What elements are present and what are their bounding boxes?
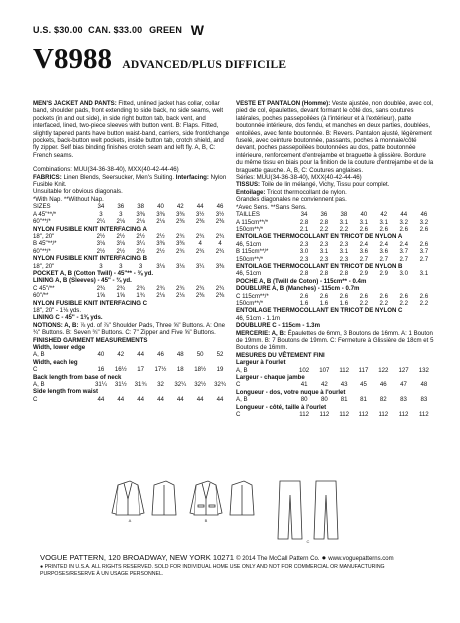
table-row: 18", 20" 3 3 3 3⅛ 3⅛ 3¼ 3⅜: [33, 262, 225, 270]
french-column: [236, 100, 434, 418]
series: Séries: MUU(34-36-38-40), MXX(40-42-44-46): [236, 174, 362, 182]
tissus: TISSUS: Toile de lin mélangé, Vichy, Tissu pour complet.: [236, 181, 390, 189]
table-row: 46, 51cm 2.8 2.8 2.8 2.9 2.9 3.0 3.1: [236, 270, 429, 278]
section-heading: NYLON FUSIBLE KNIT INTERFACING C: [33, 299, 148, 307]
nap-note: *With Nap. **Without Nap.: [33, 195, 104, 203]
pattern-number: V8988: [33, 43, 112, 75]
color-code: GREEN: [149, 25, 183, 35]
sizes-row: SIZES 34 36 38 40 42 44 46: [33, 203, 224, 211]
table-row: C 45"/** 2¾ 2¾ 2¾ 2¾ 2¾ 2¾ 2¾: [33, 284, 225, 292]
table-row: 46, 51cm 2.3 2.3 2.3 2.4 2.4 2.4 2.6: [236, 240, 429, 248]
measurements-table: [33, 344, 230, 403]
price-us: U.S. $30.00: [33, 25, 83, 35]
table-note: 46, 51cm - 1.1m: [236, 314, 281, 322]
measure-label: Width, lower edge: [33, 344, 86, 351]
description: MEN'S JACKET AND PANTS: Fitted, unlined jacket has collar, collar band, shoulder pads, front extending to side back, no side seams, welt pockets (in and out side), in side right button tab, back vent, and interfaced, lined, two-piece sleeves with button vent. B: Flaps. Fitted, slightly tapered pants have button waist-band, carriers, side front/change pockets, back-button welt pockets, inside button tab, crotch shield, and fly zipper. Self bias binding finishes crotch seam and left fly. A, B, C: French seams.: [33, 100, 230, 159]
pattern-title: [33, 43, 286, 76]
table-row: 150cm**/* 1.6 1.6 1.6 2.2 2.2 2.2 2.2: [236, 299, 429, 307]
section-heading: ENTOILAGE THERMOCOLLANT EN TRICOT DE NYLON C: [236, 307, 403, 315]
table-row: 150cm**/* 2.3 2.3 2.3 2.7 2.7 2.7 2.7: [236, 255, 429, 263]
sens-note: *Avec Sens. **Sans Sens.: [236, 203, 307, 211]
website: www.voguepatterns.com: [328, 556, 394, 562]
table-row: A, B 31¼ 31½ 31¾ 32 32¼ 32½ 32¾: [33, 381, 226, 389]
jacket-a-back-drawing: [152, 481, 176, 515]
description-fr: VESTE ET PANTALON (Homme): Veste ajustée, non doublée, avec col, pied de col, épaulettes, devant formant le côté dos, sans coutures latérales, poches passepoilées (à l'intérieur et à l'extérieur), patte boutonnée intérieure, dos fendu, et manches en deux parties, doublées, entoilées, avec fente boutonnée. B: Revers. Pantalon ajusté, légèrement fuselé, avec ceinture boutonnée, passants, poches à monnaie/côté devant, poches passepoilées boutonnées au dos, patte boutonnée intérieure, renforcement d'entrejambe et braguette à glissière. Bordure du même tissu en biais pour la finition de la couture d'entrejambe et de la braguette gauche. A, B, C: Coutures anglaises.: [236, 100, 434, 174]
section-heading: ENTOILAGE THERMOCOLLANT EN TRICOT DE NYLON A: [236, 233, 403, 241]
section-heading: DOUBLURE C - 115cm - 1.3m: [236, 322, 320, 330]
view-label: B: [204, 518, 208, 523]
table-row: 18", 20" 2½ 2½ 2½ 2½ 2¾ 2¾ 2¾: [33, 232, 225, 240]
table-row: C 112 112 112 112 112 112 112: [236, 411, 429, 419]
section-heading: LINING A, B (Sleeves) - 45" - ¾ yd.: [33, 277, 132, 285]
table-row: 150cm**/* 2.1 2.2 2.2 2.6 2.6 2.6 2.6: [236, 225, 429, 233]
measure-label: Longueur - dos, votre nuque à l'ourlet: [236, 388, 346, 396]
section-heading: NYLON FUSIBLE KNIT INTERFACING B: [33, 255, 148, 263]
copyright: © 2014 The McCall Pattern Co.: [236, 556, 320, 562]
table-row: C 16 16½ 17 17½ 18 18½ 19: [33, 366, 224, 374]
mesures-table: [236, 359, 434, 418]
legal-text: ● PRINTED IN U.S.A. ALL RIGHTS RESERVED. SOLD FOR INDIVIDUAL HOME USE ONLY AND NOT FOR COMMERCIAL OR MANUFACTURING PURPOSES/RESERVE À UN USAGE PERSONNEL.: [40, 564, 385, 577]
publisher-line: VOGUE PATTERN, 120 BROADWAY, NEW YORK 10271 © 2014 The McCall Pattern Co. ● www.voguepatterns.com: [40, 553, 394, 562]
difficulty-level: ADVANCED/PLUS DIFFICILE: [122, 59, 287, 71]
english-column: [33, 100, 230, 403]
section-heading: DOUBLURE A, B (Manches) - 115cm - 0.7m: [236, 285, 360, 293]
table-row: B 115cm**/* 3.0 3.1 3.1 3.6 3.6 3.7 3.7: [236, 248, 429, 256]
table-row: 60"**/* 2½ 2½ 2½ 2½ 2¾ 2¾ 2¾: [33, 247, 225, 255]
measurements-title: FINISHED GARMENT MEASUREMENTS: [33, 336, 148, 344]
table-row: A, B 40 42 44 46 48 50 52: [33, 351, 224, 359]
measure-label: Longueur - côté, taille à l'ourlet: [236, 403, 327, 411]
section-heading: 18", 20" - 1⅛ yds.: [33, 306, 82, 314]
price-line: [33, 20, 204, 36]
fabrics: FABRICS: Linen Blends, Seersucker, Men's Suiting. Interfacing: Nylon Fusible Knit.: [33, 173, 227, 189]
section-heading: ENTOILAGE THERMOCOLLANT EN TRICOT DE NYLON B: [236, 262, 403, 270]
table-row: A, B 80 80 81 81 82 83 83: [236, 396, 428, 404]
section-heading: NYLON FUSIBLE KNIT INTERFACING A: [33, 225, 147, 233]
measure-label: Width, each leg: [33, 358, 78, 366]
section-heading: POCHE A, B (Twill de Coton) - 115cm** - 0.4m: [236, 277, 367, 285]
unsuitable-note: Unsuitable for obvious diagonals.: [33, 188, 123, 196]
section-heading: LINING C - 45" - 1⅜ yds.: [33, 314, 103, 322]
technical-drawings: [110, 475, 350, 543]
notions: NOTIONS: A, B: ⅞ yd. of ⅞" Shoulder Pads, Three ⅝" Buttons. A: One ¾" Buttons. B: Seven ¾" Buttons. C: 7" Zipper and Five ⅝" Buttons.: [33, 321, 225, 337]
mesures-title: MESURES DU VÊTEMENT FINI: [236, 351, 325, 359]
table-row: A, B 102 107 112 117 122 127 132: [236, 366, 429, 374]
section-heading: POCKET A, B (Cotton Twill) - 45"** - ⅜ yd.: [33, 269, 154, 277]
measure-label: Side length from waist: [33, 388, 99, 396]
table-row: C 44 44 44 44 44 44 44: [33, 395, 224, 403]
price-can: CAN. $33.00: [88, 25, 143, 35]
table-row: 60"**/* 2¼ 2⅛ 2⅛ 2⅛ 2⅜ 2⅜ 2⅜: [33, 218, 225, 226]
table-row: B 45"**/* 3⅛ 3⅛ 3¼ 3⅜ 3⅜ 4 4: [33, 240, 222, 248]
jacket-b-drawing: [190, 481, 222, 515]
table-row: A 45"**/* 3 3 3⅜ 3⅜ 3⅜ 3½ 3½: [33, 210, 225, 218]
view-label: A: [128, 518, 132, 523]
mercerie: MERCERIE: A, B: Épaulettes de 6mm, 3 Boutons de 16mm. A: 1 Bouton de 19mm. B: 7 Boutons de 19mm. C: Fermeture à Glissière de 18cm et 5 Boutons de 16mm.: [236, 329, 434, 352]
price-letter: W: [190, 22, 205, 38]
table-row: 60"/** 1⅝ 1⅝ 1¾ 2⅛ 2⅛ 2⅜ 2⅜: [33, 292, 225, 300]
diag-note: Grandes diagonales ne conviennent pas.: [236, 196, 347, 204]
measure-label: Largeur - chaque jambe: [236, 374, 305, 382]
measure-label: Back length from base of neck: [33, 373, 122, 381]
jacket-b-back-drawing: [230, 481, 254, 515]
combinations: Combinations: MUU(34-36-38-40), MXX(40-42-44-46): [33, 166, 179, 174]
view-label: C: [306, 539, 310, 543]
measure-label: Largeur à l'ourlet: [236, 359, 286, 367]
yardage-table: [33, 203, 230, 322]
table-row: A 115cm**/* 2.8 2.8 3.1 3.1 3.1 3.2 3.2: [236, 218, 429, 226]
entoilage: Entoilage: Tricot thermocollant de nylon.: [236, 188, 347, 196]
footer: [40, 553, 430, 577]
sizes-row: TAILLES 34 36 38 40 42 44 46: [236, 211, 428, 219]
table-row: C 41 42 43 45 46 47 48: [236, 381, 428, 389]
metrage-table: [236, 211, 434, 330]
pants-c-drawing: [278, 481, 338, 539]
jacket-a-drawing: [112, 481, 144, 515]
table-row: C 115cm**/* 2.6 2.6 2.6 2.6 2.6 2.6 2.6: [236, 292, 429, 300]
